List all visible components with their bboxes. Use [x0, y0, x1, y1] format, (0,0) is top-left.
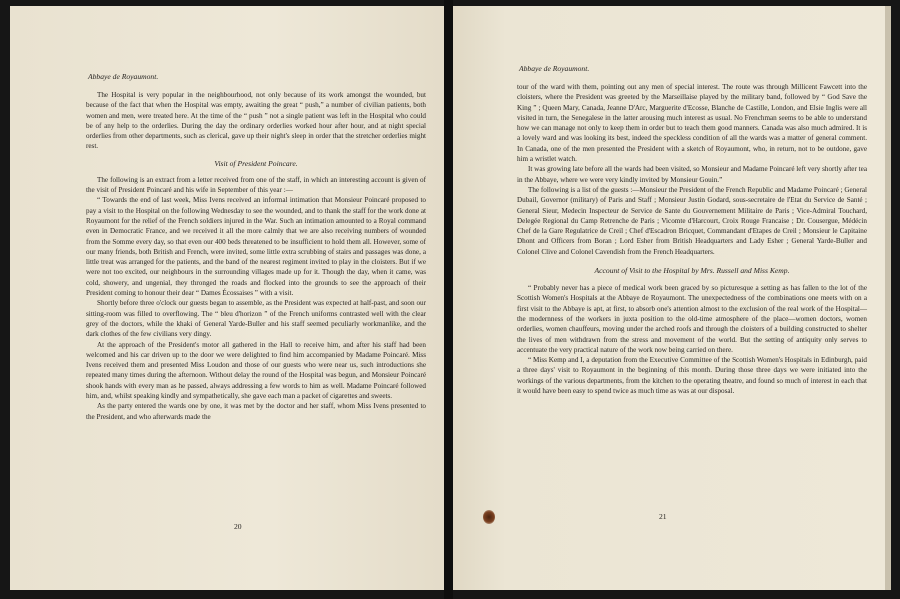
body-paragraph: It was growing late before all the wards had been visited, so Monsieur and Madame Poincaré left very shortly after tea in the Abbaye, where we were very kindly invited by Monsieur Gouin.”: [517, 165, 867, 184]
ink-stain: [483, 510, 495, 524]
body-paragraph: At the approach of the President's motor all gathered in the Hall to receive him, and after his staff had been welcomed and his car driven up to the door we were delighted to find him accompanied by Madame Poincaré. Miss Ivens received them and presented Miss Loudon and those of our guests who were near us, such introductions she repeated many times during the afternoon. Without delay the round of the Hospital was begun, and Monsieur Poincaré shook hands with every man as he passed, always addressing a few words to him as well. Madame Poincaré followed him, and, whilst speaking kindly and sympathetically, she gave each man a packet of cigarettes and sweets.: [86, 340, 426, 401]
running-header: Abbaye de Royaumont.: [519, 64, 590, 73]
page-number: 20: [234, 522, 242, 531]
body-paragraph: Shortly before three o'clock our guests began to assemble, as the President was expected at half-past, and soon our sitting-room was filled to overflowing. The “ bleu d'horizon ” of the French uniforms contrasted well with the clear grey of the doctors, while the khaki of General Yarde-Buller and his staff seemed peculiarly workmanlike, and the dark clothes of the few civilians very dingy.: [86, 299, 426, 339]
section-title: Visit of President Poincare.: [214, 158, 298, 168]
body-paragraph: The following is a list of the guests :—Monsieur the President of the French Republic and Madame Poincaré ; General Dubail, Governor (military) of Paris and Staff ; Monsieur Justin Godard, sous-secretaire de l'Etat du Service de Santé ; General Sieur, Medecin Inspecteur de Service de Sante du Gouvernement Militaire de Paris ; Vice-Admiral Touchard, Delegée Regional du Camp Retrenche de Paris ; Vicomte d'Harcourt, Croix Rouge Francaise ; Dr. Cousergue, Médécin Chef de la Gare Regulatrice de Creil ; Chef d'Escadron Bricquet, Commandant d'Etapes de Creil ; Monsieur le Capitaine Dhont and Officers from Boran ; Lord Esher from British Headquarters and Lady Esher ; General Yarde-Buller and Colonel Clive and Colonel Cavendish from the French Headquarters.: [517, 185, 867, 256]
page-number: 21: [659, 512, 667, 521]
running-header: Abbaye de Royaumont.: [88, 72, 159, 81]
body-paragraph: The following is an extract from a letter received from one of the staff, in which an interesting account is given of the visit of President Poincaré and his wife in September of this year :—: [86, 175, 426, 195]
body-paragraph: “ Miss Kemp and I, a deputation from the Executive Committee of the Scottish Women's Hospitals in Edinburgh, paid a three days' visit to Royaumont in the beginning of this month. During those three days we were initiated into the workings of the various departments, from the kitchen to the operating theatre, and found so much of interest in each that it would have been easy to spend twice as much time as was at our disposal.: [517, 356, 867, 396]
body-paragraph: tour of the ward with them, pointing out any men of special interest. The route was through Millicent Fawcett into the cloisters, where the President was greeted by the Marseillaise played by the military band, followed by “ God Save the King ” ; Queen Mary, Canada, Jeanne D'Arc, Marguerite d'Ecosse, Blanche de Castille, London, and Elsie Inglis were all visited in turn, the Senegalese in the latter arousing much interest as usual. No Frenchman seems to be able to understand how we can manage not only to keep them in order but to teach them good manners. Canada was also much admired. It is a lovely ward and was looking its best, indeed the speckless condition of all the wards was a matter of general comment. In Canada, one of the men presented the President with a sketch of Royaumont, who, in return, not to be outdone, gave him a wristlet watch.: [517, 83, 867, 164]
left-page: [10, 6, 444, 590]
body-paragraph: “ Towards the end of last week, Miss Ivens received an informal intimation that Monsieur Poincaré proposed to pay a visit to the Hospital on the following Wednesday to see the wounded, and to thank the staff for the work done at Royaumont for the relief of the French soldiers injured in the War. Such an intimation amounted to a Royal command even in Democratic France, and we received it all the more calmly that we are also receiving numbers of wounded from the Somme every day, so that even our 400 beds threatened to be insufficient to hold them all. However, some of our many friends, both British and French, were invited, some little extra scrubbing of stairs and passages was done, a little treat was arranged for the patients, and the band of the nearest regiment invited to play in the cloisters. But if we were not too excited, our neighbours in the surrounding villages made up for it. Though the day, when it came, was cold, showery, and ungenial, they thronged the roads and flocked into the grounds to see the approach of their President coming to honour their dear “ Dames Écossaises ” with a visit.: [86, 196, 426, 298]
section-title: Account of Visit to the Hospital by Mrs. Russell and Miss Kemp.: [594, 266, 790, 276]
right-page: [453, 6, 891, 590]
gutter: [444, 0, 453, 599]
body-paragraph: “ Probably never has a piece of medical work been graced by so picturesque a setting as has fallen to the lot of the Scottish Women's Hospitals at the Abbaye de Royaumont. The unexpectedness of the combinations one meets with on a first visit to the Abbaye is apt, at first, to absorb one's attention almost to the exclusion of the real work of the Hospital—the modernness of the workers in juxta position to the old-time atmosphere of the place—women doctors, women orderlies, women chauffeurs, moving under the arched roofs and through the cloisters of a building constructed to shelter the lives of men withdrawn from the stress and movement of the world. But the setting of antiquity only serves to accentuate the very practical nature of the work now being carried on there.: [517, 284, 867, 354]
body-paragraph: As the party entered the wards one by one, it was met by the doctor and her staff, whom Miss Ivens presented to the President, and who afterwards made the: [86, 402, 426, 421]
body-paragraph: The Hospital is very popular in the neighbourhood, not only because of its work amongst the wounded, but because of the fact that when the Hospital was empty, awaiting the great “ push,” a number of civilian patients, both women and men, were treated here. At the time of the “ push ” not a single patient was left in the Hospital who could be of any help to the orderlies. During the day the ordinary orderlies worked hour after hour, and at night special orderlies from other departments, such as clerical, gave up their night's sleep in order that the stretcher orderlies might rest.: [86, 91, 426, 151]
